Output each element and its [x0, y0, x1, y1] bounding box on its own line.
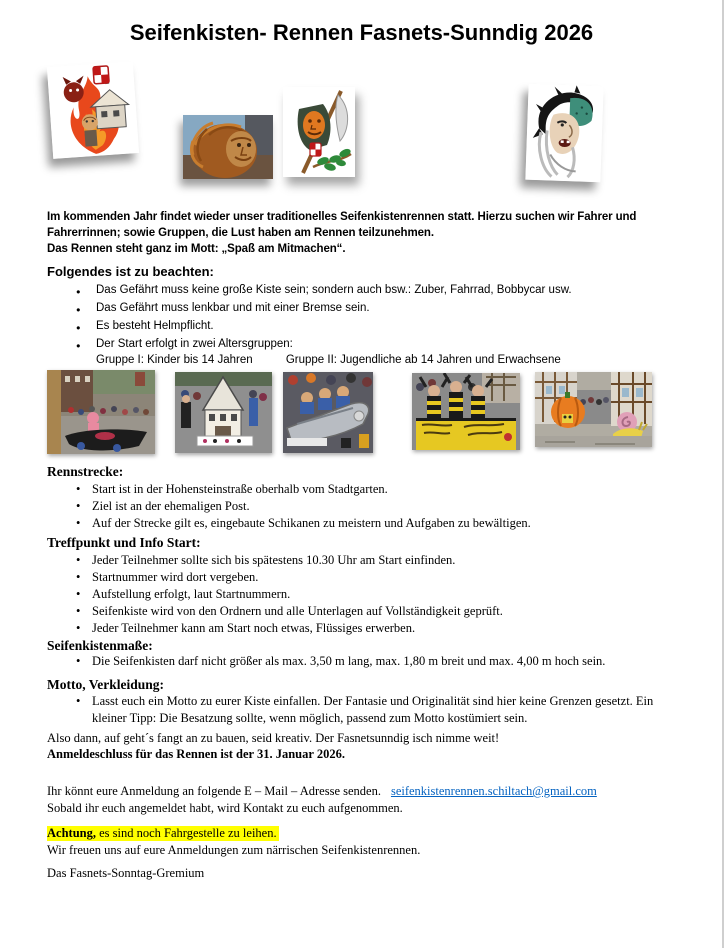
- intro-line: Im kommenden Jahr findet wieder unser traditionelles Seifenkistenrennen statt. Hierzu suchen wir Fahrer und: [47, 211, 637, 223]
- age-groups-line: [96, 354, 572, 367]
- bullet-item: [74, 693, 653, 726]
- witch-face-headscarf-image: [525, 84, 603, 183]
- pumpkin-snail-floats-photo: [535, 372, 652, 447]
- intro-line: Das Rennen steht ganz im Mott: „Spaß am Mitmachen“.: [47, 243, 346, 255]
- email-link[interactable]: seifenkistenrennen.schiltach@gmail.com: [390, 784, 597, 798]
- attention-rest: es sind noch Fahrgestelle zu leihen.: [95, 826, 277, 840]
- bullet-item: • Die Seifenkisten darf nicht größer als max. 3,50 m lang, max. 1,80 m breit und max. 4,00 m hoch sein.: [74, 653, 605, 670]
- section-heading-masse: Seifenkistenmaße:: [47, 638, 153, 653]
- attention-bold: Achtung,: [47, 826, 96, 840]
- bullet-item: • Start ist in der Hohensteinstraße oberhalb vom Stadtgarten.: [74, 481, 531, 498]
- highlighted-text: [47, 826, 279, 841]
- wooden-mask-photo-image: [183, 115, 273, 179]
- bullet-item: • Startnummer wird dort vergeben.: [74, 569, 503, 586]
- masse-bullet-list: [74, 653, 605, 670]
- bullet-item: • Jeder Teilnehmer kann am Start noch etwas, Flüssiges erwerben.: [74, 620, 503, 637]
- closing-line: Also dann, auf geht´s fangt an zu bauen, seid kreativ. Der Fasnetsunndig isch nimme weit!: [47, 731, 500, 745]
- bullet-item: • Aufstellung erfolgt, laut Startnummern.: [74, 586, 503, 603]
- bullet-text: ● Der Start erfolgt in zwei Altersgruppen:: [96, 338, 293, 350]
- motto-bullet-list: [74, 693, 653, 726]
- bullet-item: • Auf der Strecke gilt es, eingebaute Schikanen zu meistern und Aufgaben zu bewältigen.: [74, 515, 531, 532]
- looking-forward-line: Wir freuen uns auf eure Anmeldungen zum närrischen Seifenkistenrennen.: [47, 843, 421, 857]
- bullet-item: [75, 338, 572, 367]
- motto-line: • Lasst euch ein Motto zu eurer Kiste einfallen. Der Fantasie und Originalität sind hier keine Grenzen gesetzt. Ein: [92, 694, 654, 708]
- section-heading-treffpunkt: Treffpunkt und Info Start:: [47, 535, 201, 550]
- house-float-photo: [175, 372, 272, 453]
- bullet-item: • Seifenkiste wird von den Ordnern und alle Unterlagen auf Vollständigkeit geprüft.: [74, 603, 503, 620]
- bullet-item: ● Das Gefährt muss lenkbar und mit einer Bremse sein.: [75, 302, 572, 315]
- treffpunkt-bullet-list: [74, 552, 503, 637]
- email-line-text: Ihr könnt eure Anmeldung an folgende E – Mail – Adresse senden.: [47, 784, 381, 798]
- intro-line: Fahrerrinnen; sowie Gruppen, die Lust haben am Rennen teilzunehmen.: [47, 227, 434, 239]
- beachten-bullet-list: [75, 284, 572, 372]
- bullet-item: ● Das Gefährt muss keine große Kiste sein; sondern auch bsw.: Zuber, Fahrrad, Bobbycar usw.: [75, 284, 572, 297]
- page-right-edge: [722, 0, 724, 948]
- bullet-item: • Jeder Teilnehmer sollte sich bis spätestens 10.30 Uhr am Start einfinden.: [74, 552, 503, 569]
- age-group-1: Gruppe I: Kinder bis 14 Jahren: [96, 354, 253, 366]
- intro-paragraph: [47, 209, 636, 257]
- bullet-item: • Ziel ist an der ehemaligen Post.: [74, 498, 531, 515]
- email-line: [47, 784, 597, 799]
- attention-highlight-line: [47, 826, 279, 841]
- gondola-float-photo: [47, 370, 155, 454]
- age-group-2: Gruppe II: Jugendliche ab 14 Jahren und Erwachsene: [285, 354, 561, 366]
- motto-line: kleiner Tipp: Die Besatzung sollte, wenn möglich, passend zum Motto kostümiert sein.: [92, 710, 528, 725]
- devil-mask-flames-image: [47, 61, 139, 159]
- bullet-item: ● Es besteht Helmpflicht.: [75, 320, 572, 333]
- section-heading-beachten: Folgendes ist zu beachten:: [47, 264, 214, 279]
- page-title: Seifenkisten- Rennen Fasnets-Sunndig 2026: [129, 20, 594, 45]
- bobsled-soapbox-photo: [283, 372, 373, 453]
- hooded-mask-staff-leaves-image: [283, 87, 355, 177]
- race-photo-row: [0, 370, 727, 460]
- rennstrecke-bullet-list: [74, 481, 531, 532]
- contact-followup-line: Sobald ihr euch angemeldet habt, wird Kontakt zu euch aufgenommen.: [47, 801, 403, 815]
- deadline-line: Anmeldeschluss für das Rennen ist der 31. Januar 2026.: [47, 747, 345, 761]
- bee-wagon-photo: [412, 373, 520, 450]
- section-heading-rennstrecke: Rennstrecke:: [47, 464, 124, 479]
- signature-line: Das Fasnets-Sonntag-Gremium: [47, 866, 205, 880]
- section-heading-motto: Motto, Verkleidung:: [47, 677, 165, 692]
